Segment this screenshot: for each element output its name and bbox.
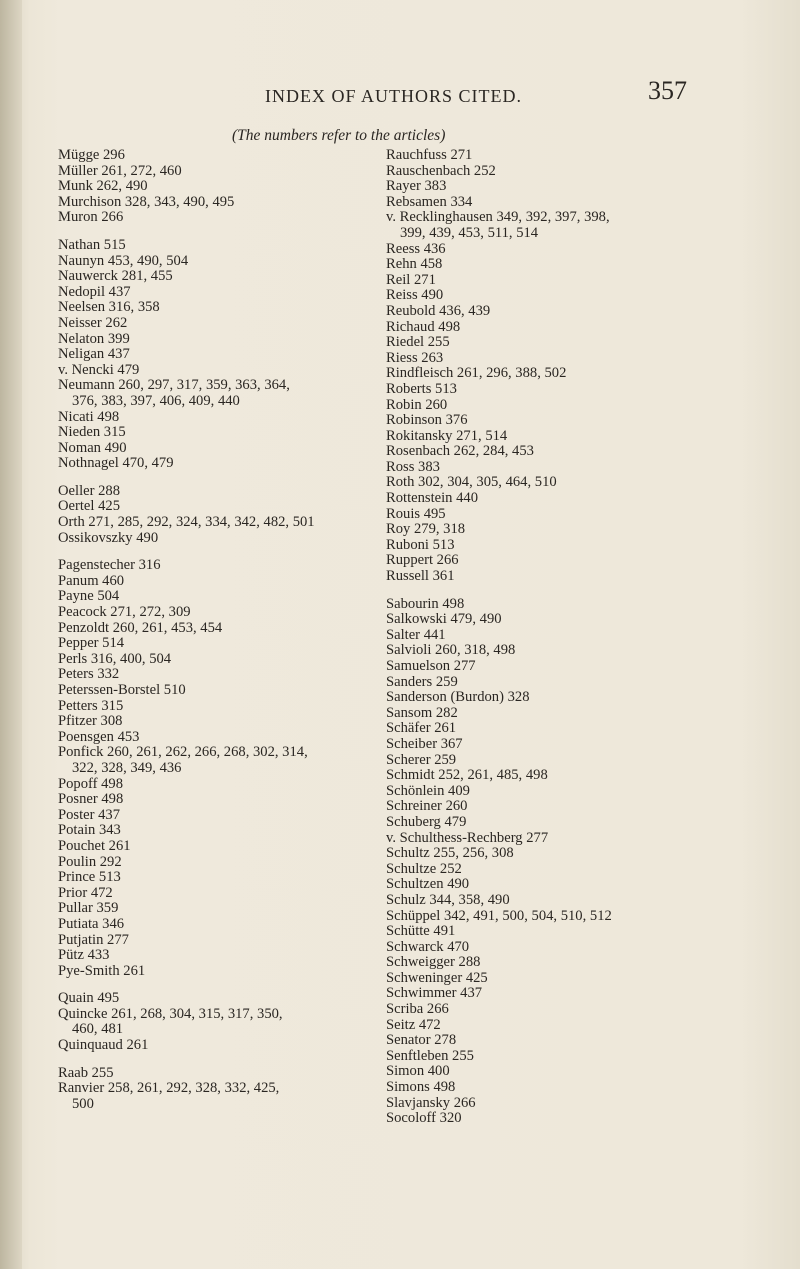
index-entry [58,269,378,285]
index-entry [386,366,716,382]
index-entry [386,986,716,1002]
page-spine-shadow [0,0,22,1269]
index-entry [386,335,716,351]
index-entry [386,597,716,613]
index-entry-text: Ruboni 513 [386,536,455,553]
index-note: (The numbers refer to the articles) [232,127,446,144]
index-entry-continuation: 460, 481 [72,1021,124,1038]
index-entry-text: Robinson 376 [386,412,468,429]
index-entry [58,823,378,839]
index-entry [386,429,716,445]
index-entry-text: Ossikovszky 490 [58,529,159,546]
index-entry-text: Ross 383 [386,458,440,475]
index-entry [58,792,378,808]
index-entry-text: Samuelson 277 [386,658,476,674]
index-entry [386,288,716,304]
index-entry-text: Nicati 498 [58,408,120,425]
index-entry [386,815,716,831]
index-entry-text: Schultze 252 [386,860,462,877]
index-entry-text: Sanderson (Burdon) 328 [386,689,530,706]
index-entry-text: Simons 498 [386,1079,456,1096]
index-entry [58,1066,378,1082]
index-entry [58,1038,378,1054]
index-entry [58,901,378,917]
index-entry [58,652,378,668]
index-entry-text: Oertel 425 [58,498,121,515]
index-entry [386,351,716,367]
index-entry [386,659,716,675]
index-entry [386,675,716,691]
index-entry-text: Socoloff 320 [386,1110,462,1127]
index-entry-text: Seitz 472 [386,1016,441,1033]
index-entry-text: Pepper 514 [58,635,125,652]
index-entry [386,784,716,800]
index-entry [386,768,716,784]
index-entry [386,909,716,925]
index-entry [386,195,716,211]
index-entry-text: Pye-Smith 261 [58,962,146,979]
index-entry-text: Ruppert 266 [386,552,459,569]
index-column-left [58,148,378,1112]
index-entry-text: Rauschenbach 252 [386,162,496,179]
index-entry [58,870,378,886]
index-entry-text: Schmidt 252, 261, 485, 498 [386,767,548,784]
index-entry-text: Putjatin 277 [58,931,129,948]
index-entry [386,721,716,737]
index-entry-text: Salter 441 [386,626,446,643]
index-entry-text: Peterssen-Borstel 510 [58,682,186,698]
index-entry [386,413,716,429]
index-entry [58,933,378,949]
index-entry [386,1018,716,1034]
index-entry-text: Neligan 437 [58,346,130,363]
index-entry-continuation: 322, 328, 349, 436 [72,759,182,776]
index-entry-continuation: 399, 439, 453, 511, 514 [400,224,539,241]
index-entry-text: Roth 302, 304, 305, 464, 510 [386,474,557,491]
index-entry [386,1033,716,1049]
index-entry [386,862,716,878]
index-entry [58,179,378,195]
index-entry [386,538,716,554]
index-entry [58,300,378,316]
index-entry-text: Schwimmer 437 [386,985,483,1002]
index-entry [386,877,716,893]
index-entry [58,425,378,441]
index-entry-text: Schultz 255, 256, 308 [386,845,514,862]
index-entry-text: Roberts 513 [386,380,457,397]
index-entry [386,643,716,659]
index-entry [386,507,716,523]
index-entry-text: Reiss 490 [386,287,444,304]
index-entry-text: Reil 271 [386,271,436,288]
index-entry-text: Richaud 498 [386,318,461,335]
index-entry-text: Senator 278 [386,1032,457,1049]
index-entry-text: Naunyn 453, 490, 504 [58,252,189,269]
index-entry [386,940,716,956]
index-entry [58,441,378,457]
index-entry [58,964,378,980]
index-entry [386,491,716,507]
index-entry [386,522,716,538]
index-entry-text: Putiata 346 [58,915,125,932]
index-entry-text: Neisser 262 [58,314,128,331]
index-entry-text: Sanders 259 [386,673,458,690]
index-entry-text: Scheiber 367 [386,735,463,752]
index-entry [386,304,716,320]
index-entry-text: v. Nencki 479 [58,361,140,378]
index-entry-text: Slavjansky 266 [386,1094,476,1111]
index-entry [386,273,716,289]
index-entry-text: Müller 261, 272, 460 [58,162,182,179]
index-entry-text: Sabourin 498 [386,595,465,612]
index-entry-text: Senftleben 255 [386,1047,474,1064]
index-entry [58,363,378,379]
index-entry [58,484,378,500]
index-entry [58,531,378,547]
index-entry-text: Sansom 282 [386,704,458,721]
index-entry [386,242,716,258]
index-entry [386,1064,716,1080]
index-entry-continuation: 500 [72,1095,94,1112]
index-entry-text: v. Schulthess-Rechberg 277 [386,829,549,846]
index-entry-text: Salkowski 479, 490 [386,611,502,628]
index-entry-text: Nieden 315 [58,424,126,441]
index-entry [386,799,716,815]
index-entry-text: Mügge 296 [58,147,125,163]
index-entry-text: Rouis 495 [386,505,446,522]
index-entry-text: Poulin 292 [58,853,122,870]
index-entry [386,628,716,644]
index-entry [58,456,378,472]
index-entry [58,148,378,164]
index-entry [58,589,378,605]
index-entry [386,1111,716,1127]
index-entry-text: Riedel 255 [386,334,450,351]
index-entry-text: Rebsamen 334 [386,193,473,210]
index-entry-text: Oeller 288 [58,482,121,499]
index-entry [58,499,378,515]
index-entry-text: Ranvier 258, 261, 292, 328, 332, 425, [58,1080,280,1097]
index-entry-text: Schüppel 342, 491, 500, 504, 510, 512 [386,907,612,924]
index-entry [386,460,716,476]
index-entry-text: Murchison 328, 343, 490, 495 [58,193,235,210]
index-entry-text: Rayer 383 [386,178,447,195]
index-entry-text: Petters 315 [58,697,124,714]
index-entry-text: Scriba 266 [386,1001,449,1018]
index-entry [58,164,378,180]
index-entry [58,332,378,348]
index-entry-text: Schweigger 288 [386,954,481,971]
index-entry-text: Panum 460 [58,572,125,589]
index-entry-text: Pfitzer 308 [58,713,123,730]
index-entry [58,808,378,824]
index-entry-text: Neelsen 316, 358 [58,299,160,316]
index-entry [386,444,716,460]
index-entry [386,179,716,195]
index-entry-text: Rottenstein 440 [386,490,479,507]
index-entry-text: Posner 498 [58,791,124,808]
index-entry-text: Rokitansky 271, 514 [386,427,508,444]
index-entry-text: Pütz 433 [58,947,110,964]
index-entry [386,893,716,909]
index-entry [386,257,716,273]
index-entry [58,621,378,637]
index-entry [58,210,378,226]
index-column-right [386,148,716,1127]
index-entry [386,164,716,180]
index-entry [58,378,378,409]
index-entry [386,1049,716,1065]
index-entry [58,667,378,683]
index-entry-text: Peters 332 [58,666,120,683]
page-number: 357 [648,76,687,105]
index-entry [58,714,378,730]
index-entry-text: Schulz 344, 358, 490 [386,891,510,908]
index-entry-text: Russell 361 [386,568,455,585]
index-entry [58,1007,378,1038]
index-entry-text: Schütte 491 [386,923,456,940]
index-entry-text: Pouchet 261 [58,837,131,854]
index-entry [58,574,378,590]
index-entry [386,1096,716,1112]
index-entry-text: Neumann 260, 297, 317, 359, 363, 364, [58,377,290,394]
index-entry [386,612,716,628]
index-entry [386,382,716,398]
index-entry-text: Raab 255 [58,1064,114,1081]
index-entry [58,777,378,793]
index-entry [58,515,378,531]
index-entry-text: Ponfick 260, 261, 262, 266, 268, 302, 314, [58,744,308,761]
index-entry [386,846,716,862]
index-entry [58,855,378,871]
index-entry-text: Schwarck 470 [386,938,470,955]
index-entry-text: Schäfer 261 [386,720,457,737]
index-entry [58,636,378,652]
index-entry [58,605,378,621]
index-entry-text: Schreiner 260 [386,798,468,815]
index-entry-text: Peacock 271, 272, 309 [58,604,191,621]
index-entry [386,1002,716,1018]
index-entry-text: Payne 504 [58,588,120,605]
index-entry [58,238,378,254]
index-entry-text: v. Recklinghausen 349, 392, 397, 398, [386,209,610,226]
index-entry-text: Schweninger 425 [386,969,488,986]
index-entry [58,839,378,855]
index-entry-text: Robin 260 [386,396,448,413]
index-entry-text: Prior 472 [58,884,113,901]
index-entry [386,1080,716,1096]
index-entry-text: Rosenbach 262, 284, 453 [386,443,534,460]
index-entry [58,745,378,776]
index-entry [58,917,378,933]
index-entry-text: Roy 279, 318 [386,521,466,538]
index-entry [386,398,716,414]
index-entry [386,553,716,569]
index-entry-text: Nelaton 399 [58,330,130,347]
index-entry-text: Schuberg 479 [386,813,467,830]
index-entry [58,558,378,574]
index-entry-text: Nathan 515 [58,236,126,253]
index-entry [58,1081,378,1112]
index-entry [386,690,716,706]
index-entry [58,683,378,699]
index-entry-text: Salvioli 260, 318, 498 [386,642,516,659]
index-entry-text: Schönlein 409 [386,782,470,799]
index-entry [386,148,716,164]
index-entry-text: Quinquaud 261 [58,1037,149,1054]
index-entry [386,971,716,987]
index-entry-text: Muron 266 [58,209,124,226]
index-entry [386,320,716,336]
index-entry [58,195,378,211]
index-entry [386,210,716,241]
index-entry-text: Schultzen 490 [386,876,470,893]
index-entry-continuation: 376, 383, 397, 406, 409, 440 [72,392,240,409]
index-entry [386,475,716,491]
index-entry [386,831,716,847]
index-entry-text: Poster 437 [58,806,121,823]
index-entry-text: Rauchfuss 271 [386,147,473,163]
index-entry [58,991,378,1007]
index-entry-text: Reess 436 [386,240,446,257]
index-entry-text: Riess 263 [386,349,444,366]
index-entry-text: Nauwerck 281, 455 [58,268,173,285]
index-entry-text: Rehn 458 [386,256,443,273]
index-entry-text: Penzoldt 260, 261, 453, 454 [58,619,223,636]
index-entry [386,737,716,753]
index-entry-text: Simon 400 [386,1063,450,1080]
index-entry [58,347,378,363]
index-entry-text: Nedopil 437 [58,283,131,300]
index-entry-text: Pagenstecher 316 [58,557,161,574]
index-entry-text: Quincke 261, 268, 304, 315, 317, 350, [58,1005,283,1022]
index-entry-text: Nothnagel 470, 479 [58,455,174,472]
index-entry [386,706,716,722]
index-entry-text: Potain 343 [58,822,121,839]
index-entry [386,569,716,585]
index-entry-text: Popoff 498 [58,775,124,792]
index-entry [58,316,378,332]
index-entry [58,948,378,964]
index-entry [58,886,378,902]
index-entry [58,285,378,301]
index-entry-text: Orth 271, 285, 292, 324, 334, 342, 482, 501 [58,514,315,531]
index-entry-text: Noman 490 [58,439,127,456]
index-entry [386,955,716,971]
index-entry [58,730,378,746]
index-entry-text: Scherer 259 [386,751,457,768]
index-entry-text: Pullar 359 [58,900,119,917]
index-entry-text: Quain 495 [58,990,120,1007]
index-entry [386,924,716,940]
index-entry [58,699,378,715]
index-entry-text: Rindfleisch 261, 296, 388, 502 [386,365,567,382]
index-entry-text: Reubold 436, 439 [386,302,491,319]
index-entry-text: Poensgen 453 [58,728,140,745]
index-entry [386,753,716,769]
index-entry [58,410,378,426]
index-entry-text: Prince 513 [58,869,121,886]
index-entry [58,254,378,270]
running-head: INDEX OF AUTHORS CITED. [265,86,522,106]
index-entry-text: Perls 316, 400, 504 [58,650,172,667]
index-entry-text: Munk 262, 490 [58,178,148,195]
